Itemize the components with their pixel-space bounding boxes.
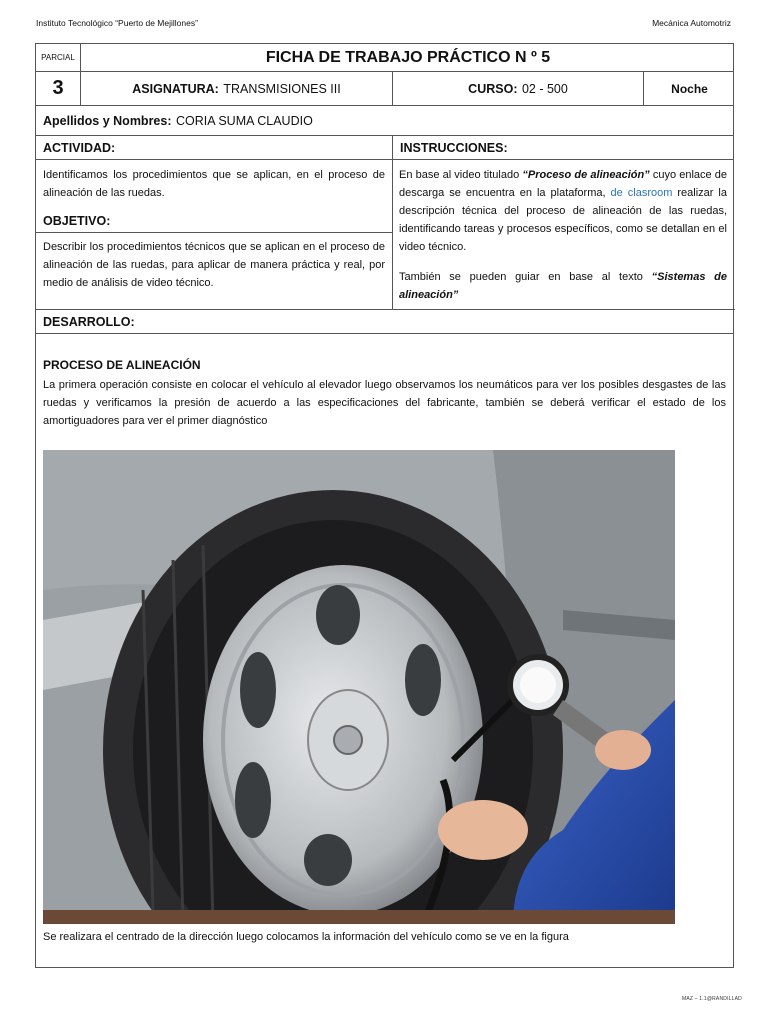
classroom-link[interactable]: de clasroom bbox=[610, 187, 673, 199]
left-column bbox=[36, 160, 393, 310]
student-row bbox=[36, 106, 733, 136]
photo-caption: Se realizara el centrado de la dirección luego colocamos la información del vehículo como se ve en la figura bbox=[43, 931, 569, 943]
instr-text-d: También se pueden guiar en base al texto bbox=[399, 271, 652, 283]
actividad-text: Identificamos los procedimientos que se aplican, en el proceso de alineación de las ruedas. bbox=[43, 169, 385, 199]
parcial-number: 3 bbox=[36, 72, 81, 105]
desarrollo-header-row bbox=[36, 310, 733, 334]
desarrollo-paragraph: La primera operación consiste en colocar el vehículo al elevador luego observamos los neumáticos para ver los posibles desgastes de las ruedas y verificamos la presión de acuerdo a las especificaciones del fabricante, también se deberá verificar el estado de los amortiguadores para ver el primer diagnóstico bbox=[43, 379, 726, 427]
instr-text-b: cuyo enlace de descarga se encuentra en la plataforma, bbox=[399, 169, 727, 199]
tire-pressure-photo bbox=[43, 450, 675, 924]
asignatura-cell bbox=[81, 72, 393, 105]
header-department: Mecánica Automotriz bbox=[652, 18, 731, 28]
instrucciones-heading: INSTRUCCIONES: bbox=[400, 140, 508, 155]
curso-value: 02 - 500 bbox=[521, 81, 568, 96]
worksheet-title: FICHA DE TRABAJO PRÁCTICO N º 5 bbox=[265, 48, 551, 66]
actividad-label bbox=[36, 136, 393, 159]
curso-label: CURSO: bbox=[468, 81, 518, 96]
info-row bbox=[36, 72, 733, 106]
worksheet-table bbox=[35, 43, 734, 968]
instr-text-c: realizar la descripción técnica del proceso de alineación de las ruedas, identificando tareas y procesos específicos, como se detallan en el video técnico. bbox=[399, 187, 727, 253]
title-row bbox=[36, 44, 733, 72]
asignatura-value: TRANSMISIONES III bbox=[223, 81, 341, 96]
parcial-label: PARCIAL bbox=[36, 44, 81, 71]
instrucciones-paragraph-2 bbox=[399, 268, 727, 304]
student-cell bbox=[36, 106, 735, 135]
asignatura-label: ASIGNATURA: bbox=[132, 81, 219, 96]
instr-text-a: En base al video titulado bbox=[399, 169, 523, 181]
desarrollo-cell bbox=[36, 310, 735, 333]
video-title: “Proceso de alineación” bbox=[522, 169, 650, 181]
instrucciones-paragraph-1 bbox=[399, 166, 727, 256]
tire-pressure-illustration bbox=[43, 450, 675, 924]
turno-cell: Noche bbox=[671, 81, 708, 96]
reference-text-title: “Sistemas de alineación” bbox=[399, 271, 728, 301]
section-title: PROCESO DE ALINEACIÓN bbox=[43, 358, 201, 372]
student-name: CORIA SUMA CLAUDIO bbox=[175, 113, 313, 128]
actividad-heading: ACTIVIDAD: bbox=[43, 140, 116, 155]
desarrollo-label: DESARROLLO: bbox=[43, 314, 135, 329]
objetivo-heading bbox=[43, 212, 110, 230]
objetivo-text: Describir los procedimientos técnicos que se aplican en el proceso de alineación de las ruedas, para aplicar de manera práctica y real, por medio de análisis de video técnico. bbox=[43, 241, 385, 289]
right-column bbox=[393, 160, 735, 310]
section-header-row bbox=[36, 136, 733, 160]
curso-cell bbox=[393, 72, 644, 105]
objetivo-divider bbox=[36, 232, 392, 233]
objetivo-label: OBJETIVO: bbox=[43, 214, 111, 228]
header-institute: Instituto Tecnológico “Puerto de Mejillones” bbox=[36, 18, 198, 28]
instrucciones-label bbox=[393, 136, 735, 159]
footer-code: MAZ – 1.1@RANDILLAD bbox=[681, 996, 742, 1002]
student-label: Apellidos y Nombres: bbox=[43, 113, 172, 128]
